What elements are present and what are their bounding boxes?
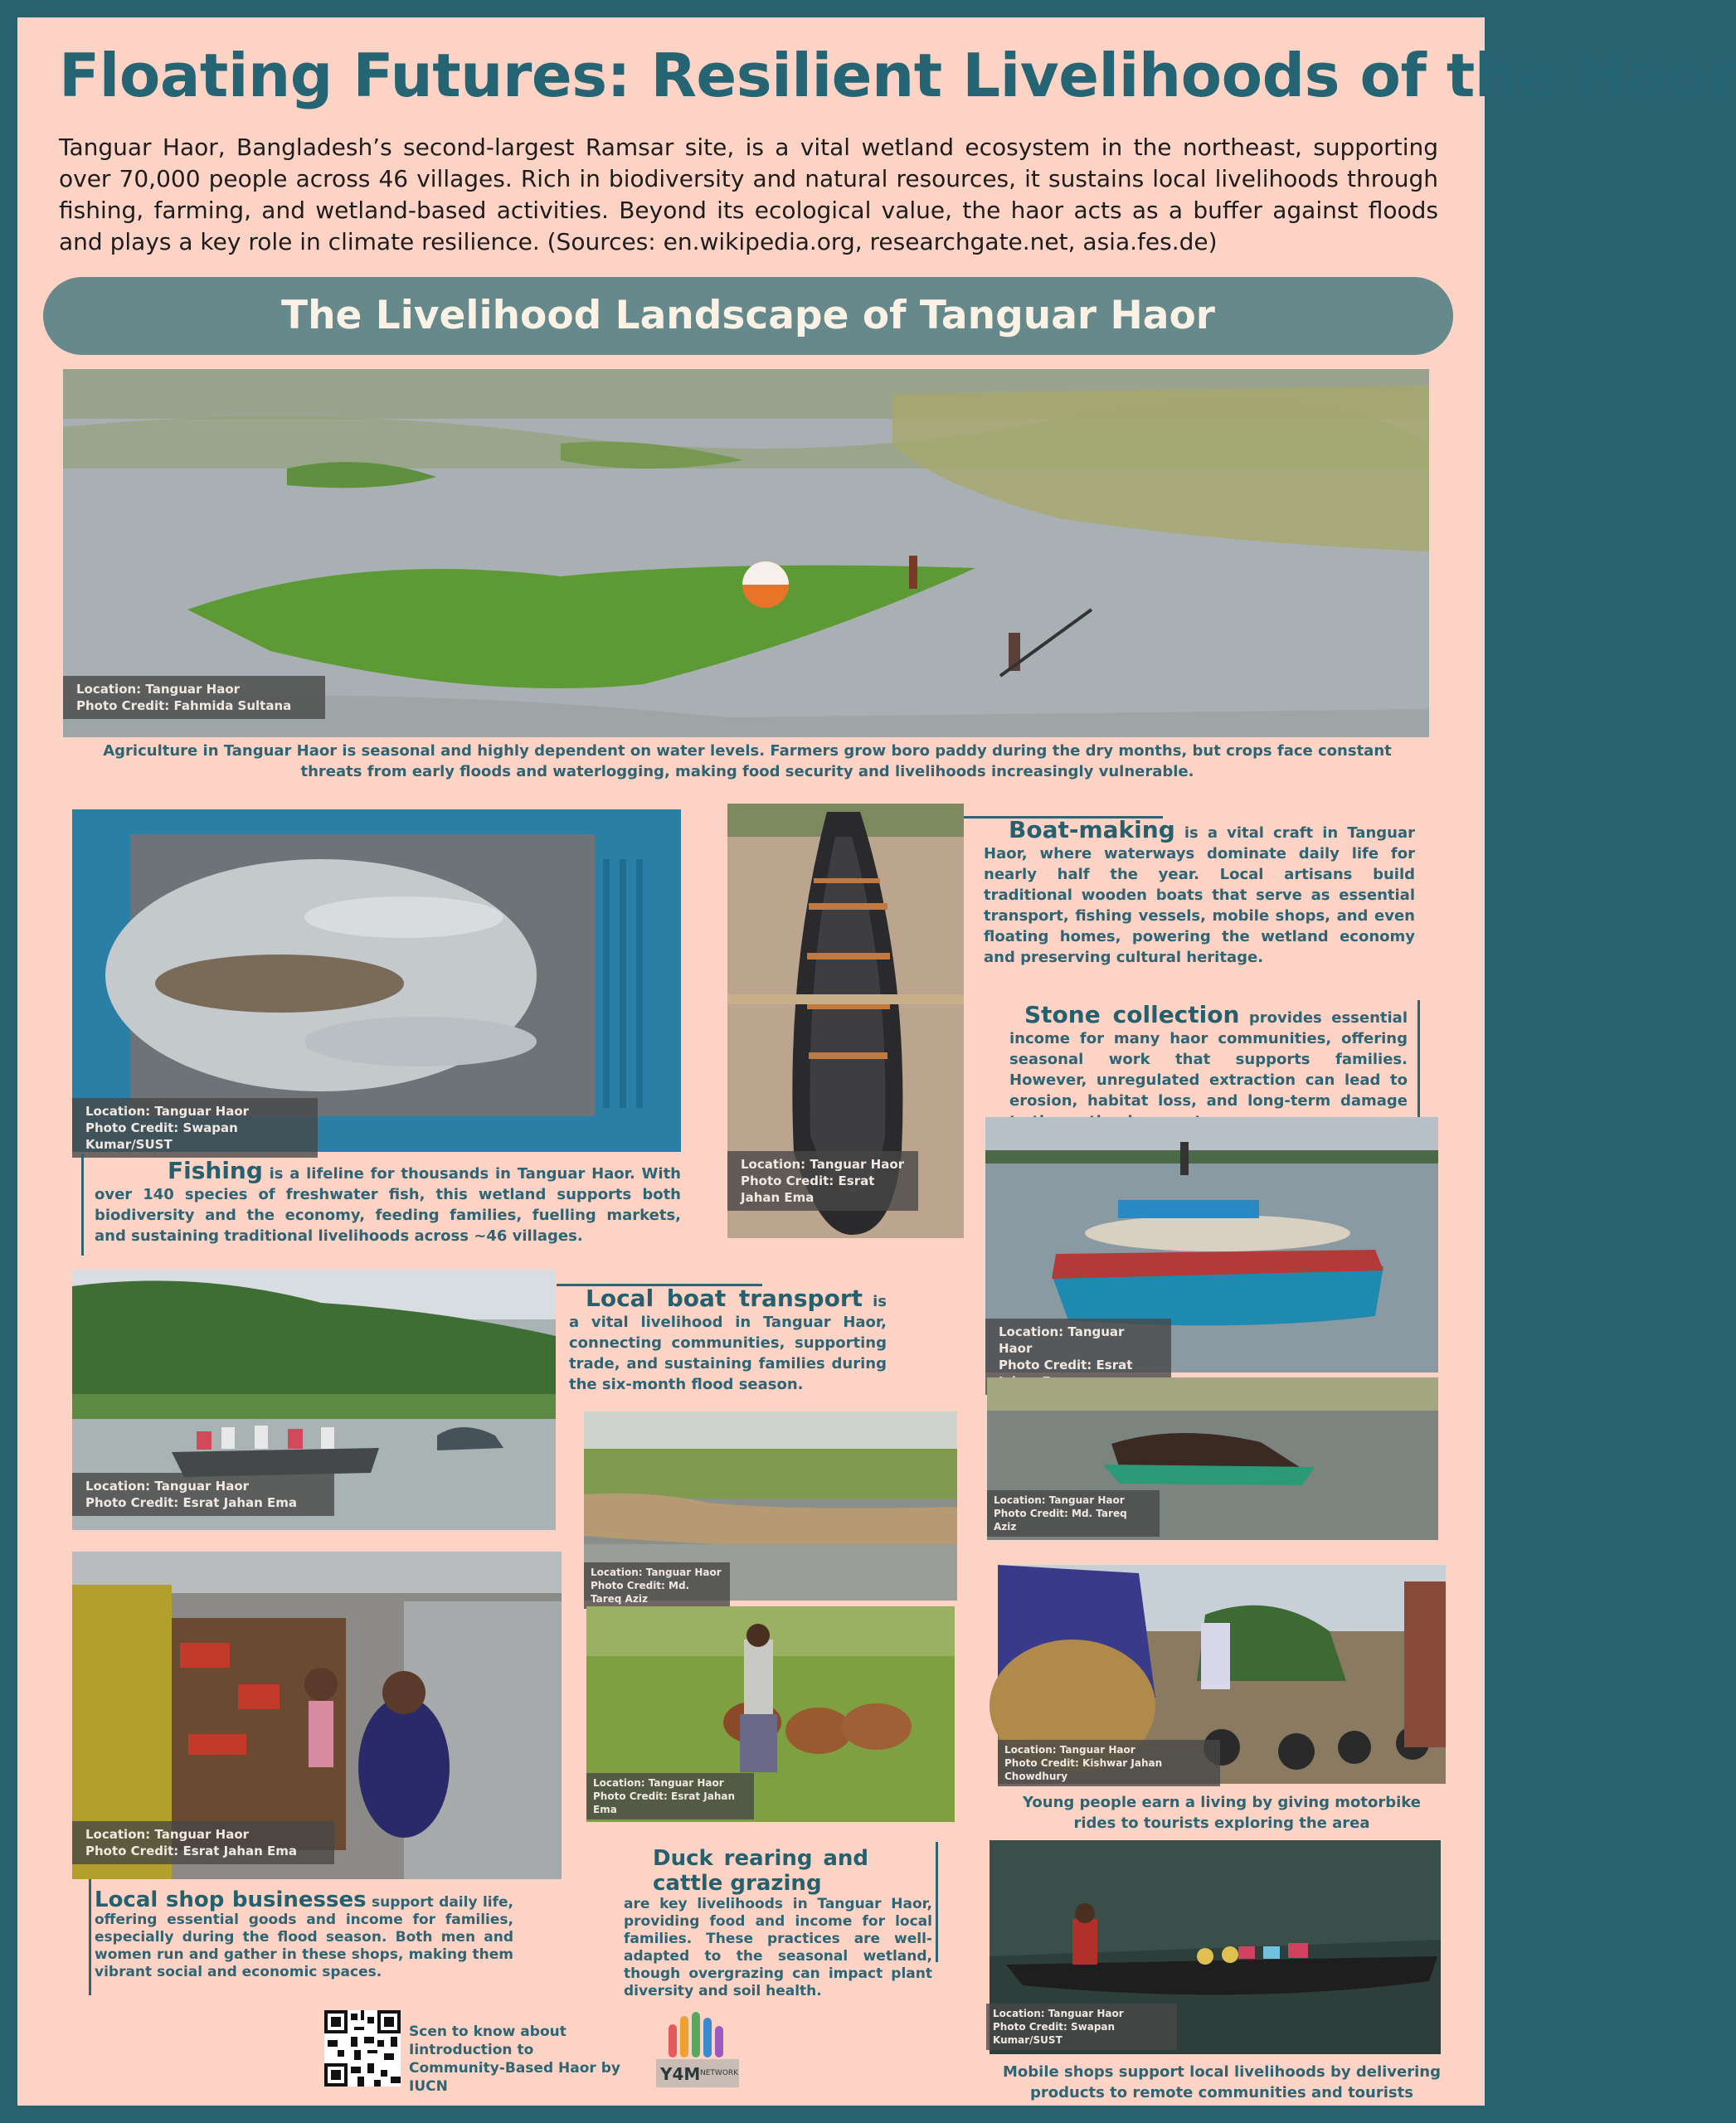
- transport-lead: Local boat transport: [586, 1285, 863, 1312]
- transport-photo-credit: Location: Tanguar Haor Photo Credit: Esrat Jahan Ema: [72, 1473, 334, 1516]
- agriculture-caption: Agriculture in Tanguar Haor is seasonal and highly dependent on water levels. Farmers grow boro paddy during the dry months, but crops face constant threats from early floods and waterlogging, making food security and livelihoods increasingly vulnerable.: [103, 742, 1392, 780]
- shop-lead: Local shop businesses: [95, 1887, 367, 1912]
- boat-lead: Boat-making: [1009, 816, 1175, 843]
- transport-caption: [569, 1285, 887, 1395]
- logo-subtext: NETWORK: [700, 2069, 739, 2077]
- qr-caption: Scen to know about Iintroduction to Community-Based Haor by IUCN: [409, 2023, 620, 2095]
- stone-caption: [1009, 1001, 1408, 1132]
- shop-caption-rule: [89, 1879, 91, 1995]
- duck-text: are key livelihoods in Tanguar Haor, providing food and income for local families. These practices are well-adapted to the seasonal wetland, though overgrazing can impact plant diversity and soil health.: [624, 1896, 932, 1999]
- agriculture-photo-credit: Location: Tanguar Haor Photo Credit: Fahmida Sultana: [63, 676, 325, 719]
- logo-text: Y4M: [660, 2064, 701, 2084]
- boat-text: is a vital craft in Tanguar Haor, where waterways dominate daily life for nearly half the year. Local artisans build traditional wooden boats that serve as essential transport, fishing vessels, mobile shops, and even floating homes, powering the wetland economy and preserving cultural heritage.: [984, 824, 1415, 966]
- motorbike-photo-credit: Location: Tanguar Haor Photo Credit: Kishwar Jahan Chowdhury: [998, 1740, 1220, 1786]
- stone-barge-photo-credit: Location: Tanguar Haor Photo Credit: Md. Tareq Aziz: [987, 1490, 1160, 1537]
- y4m-logo: [652, 2008, 743, 2091]
- duck-caption-rule: [936, 1842, 938, 1962]
- shop-caption: [95, 1887, 513, 1981]
- shop-text: support daily life, offering essential goods and income for families, especially during the flood season. Both men and women run and gather in these shops, making them vibrant social and economic spaces.: [95, 1894, 513, 1980]
- fishing-caption: [95, 1157, 681, 1246]
- duck-caption: [624, 1846, 932, 2000]
- section-banner: The Livelihood Landscape of Tanguar Haor: [43, 277, 1453, 355]
- boat-caption: [984, 816, 1415, 968]
- boat-photo-credit: Location: Tanguar Haor Photo Credit: Esrat Jahan Ema: [727, 1151, 918, 1211]
- duck-lead: Duck rearing and cattle grazing: [653, 1846, 868, 1896]
- stone-text: provides essential income for many haor communities, offering seasonal work that supports families. However, unregulated extraction can lead to erosion, habitat loss, and long-term damage: [1009, 1009, 1408, 1110]
- mobile-shop-photo-credit: Location: Tanguar Haor Photo Credit: Swapan Kumar/SUST: [986, 2004, 1177, 2050]
- stone-lead: Stone collection: [1024, 1001, 1240, 1028]
- fishing-caption-rule: [81, 1154, 84, 1256]
- fishing-lead: Fishing: [168, 1157, 263, 1184]
- mobile-shop-caption: Mobile shops support local livelihoods by delivering products to remote communities and tourists: [1003, 2063, 1441, 2101]
- poster-title: Floating Futures: Resilient Livelihoods of the Haor: [59, 41, 1736, 110]
- qr-code[interactable]: [324, 2010, 401, 2087]
- stone-boat-photo-credit: Location: Tanguar Haor Photo Credit: Esrat: [985, 1319, 1171, 1395]
- fish-photo-credit: Location: Tanguar Haor Photo Credit: Swapan Kumar/SUST: [72, 1098, 318, 1158]
- shop-photo-credit: Location: Tanguar Haor Photo Credit: Esrat Jahan Ema: [72, 1821, 334, 1864]
- motorbike-caption: Young people earn a living by giving motorbike rides to tourists exploring the area: [1023, 1794, 1421, 1832]
- transport-text: is a vital livelihood in Tanguar Haor, connecting communities, supporting trade, and sustaining families during the six-month flood season.: [569, 1293, 887, 1393]
- stone-caption-rule: [1417, 1000, 1420, 1133]
- cattle-photo-credit: Location: Tanguar Haor Photo Credit: Esrat Jahan Ema: [586, 1773, 754, 1819]
- poster: [17, 17, 1736, 2106]
- intro-paragraph: Tanguar Haor, Bangladesh’s second-largest Ramsar site, is a vital wetland ecosystem in the northeast, supporting over 70,000 people across 46 villages. Rich in biodiversity and natural resources, it sustains local livelihoods through fishing, farming, and wetland-based activities. Beyond its ecological value, the haor acts as a buffer against floods and plays a key role in climate resilience. (Sources: en.wikipedia.org, researchgate.net, asia.fes.de): [59, 134, 1438, 255]
- ducks-photo-credit: Location: Tanguar Haor Photo Credit: Md. Tareq Aziz: [584, 1562, 730, 1609]
- fishing-text: is a lifeline for thousands in Tanguar Haor. With over 140 species of freshwater fish, this wetland supports both biodiversity and the economy, feeding families, fuelling markets, and sustaining traditional livelihoods across ~46 villages.: [95, 1165, 681, 1245]
